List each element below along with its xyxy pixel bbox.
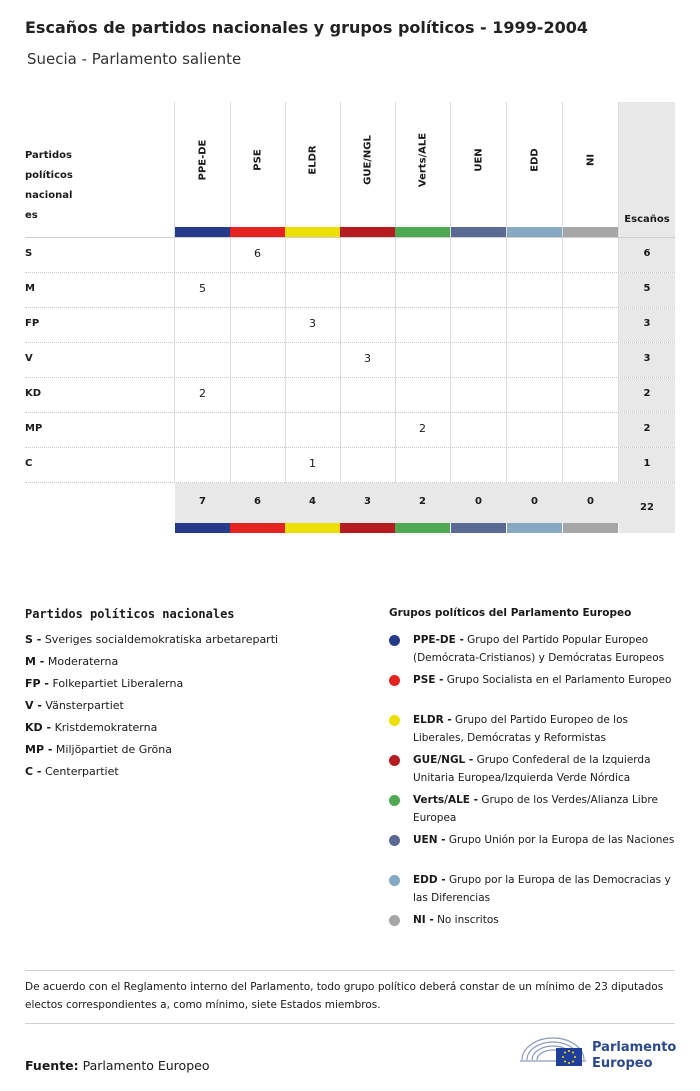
national-party-item (25, 633, 278, 646)
page-subtitle: Suecia - Parlamento saliente (27, 50, 242, 68)
party-code: KD - (25, 721, 52, 734)
group-column-header (285, 100, 340, 228)
group-color-bar (175, 227, 230, 237)
source-value: Parlamento Europeo (82, 1058, 210, 1073)
group-column-header (507, 100, 562, 228)
row-separator (25, 307, 675, 308)
group-column-header (175, 100, 230, 228)
group-code: NI (585, 153, 596, 167)
row-separator (25, 377, 675, 378)
seat-count: 2 (199, 387, 206, 400)
group-code: EDD - (413, 874, 446, 886)
seat-count: 1 (309, 457, 316, 470)
party-code: V - (25, 699, 42, 712)
group-total: 4 (309, 496, 316, 507)
group-description (413, 631, 679, 667)
group-total: 0 (587, 496, 594, 507)
group-column-header (340, 100, 395, 228)
seat-count: 5 (199, 282, 206, 295)
group-total: 0 (531, 496, 538, 507)
group-name: Grupo de los Verdes/Alianza Libre Europea (413, 794, 658, 824)
row-total: 3 (643, 353, 651, 364)
party-name: Kristdemokraterna (54, 721, 158, 734)
parliament-hemicycle-icon (518, 1030, 588, 1070)
party-code: MP - (25, 743, 53, 756)
party-code: M - (25, 655, 45, 668)
group-column-header (230, 100, 285, 228)
row-header-line: es (25, 210, 38, 221)
party-code: V (25, 353, 33, 364)
party-name: Moderaterna (47, 655, 119, 668)
group-color-bar (507, 523, 562, 533)
group-color-dot (389, 915, 400, 926)
european-parliament-logo (518, 1030, 678, 1074)
group-color-bar (563, 227, 618, 237)
group-name: Grupo Socialista en el Parlamento Europeo (446, 674, 672, 686)
group-description (413, 831, 679, 849)
party-code: MP (25, 423, 43, 434)
total-column-header: Escaños (624, 214, 670, 225)
national-party-item (25, 699, 124, 712)
group-color-dot (389, 795, 400, 806)
group-name: Grupo del Partido Europeo de los Liberales, Demócratas y Reformistas (413, 714, 628, 744)
row-total: 6 (643, 248, 651, 259)
group-name: Grupo del Partido Popular Europeo (Demócrata-Cristianos) y Demócratas Europeos (413, 634, 665, 664)
group-code: EDD (529, 148, 540, 172)
group-description (413, 671, 679, 689)
group-code: Verts/ALE (417, 132, 428, 188)
group-total: 6 (254, 496, 261, 507)
row-header-line: políticos (25, 170, 73, 181)
source (25, 1058, 209, 1073)
group-color-bar (285, 523, 340, 533)
group-description (413, 751, 679, 787)
group-code: PPE-DE (197, 139, 208, 181)
group-description (413, 791, 679, 827)
group-description (413, 711, 679, 747)
party-code: KD (25, 388, 42, 399)
party-name: Miljöpartiet de Gröna (55, 743, 172, 756)
group-color-dot (389, 875, 400, 886)
grand-total: 22 (619, 483, 675, 533)
group-description (413, 911, 679, 929)
logo-text (592, 1040, 676, 1072)
group-code: ELDR - (413, 714, 452, 726)
group-color-dot (389, 635, 400, 646)
party-name: Vänsterpartiet (45, 699, 124, 712)
group-color-bar (451, 523, 506, 533)
group-color-bar (340, 227, 395, 237)
group-color-dot (389, 755, 400, 766)
row-header-line: nacional (25, 190, 73, 201)
party-name: Centerpartiet (44, 765, 119, 778)
group-name: Grupo Unión por la Europa de las Naciones (448, 834, 675, 846)
group-color-bar (395, 227, 450, 237)
party-code: M (25, 283, 35, 294)
row-total: 5 (643, 283, 651, 294)
party-code: C (25, 458, 33, 469)
national-party-item (25, 655, 118, 668)
party-name: Sveriges socialdemokratiska arbetareparti (44, 633, 279, 646)
national-party-item (25, 743, 172, 756)
group-color-bar (285, 227, 340, 237)
logo-line-1: Parlamento (592, 1040, 677, 1055)
row-total: 1 (643, 458, 651, 469)
row-header-label (25, 146, 97, 226)
header-separator (25, 237, 675, 238)
row-total: 2 (643, 388, 651, 399)
group-name: Grupo Confederal de la Izquierda Unitaria Europea/Izquierda Verde Nórdica (413, 754, 651, 784)
group-description (413, 871, 679, 907)
seat-count: 2 (419, 422, 426, 435)
group-color-bar (563, 523, 618, 533)
group-color-dot (389, 835, 400, 846)
group-code: PSE - (413, 674, 444, 686)
group-code: PPE-DE - (413, 634, 464, 646)
row-separator (25, 412, 675, 413)
divider (25, 1023, 675, 1024)
row-header-line: Partidos (25, 150, 72, 161)
group-name: No inscritos (437, 914, 499, 926)
national-party-item (25, 721, 157, 734)
group-total: 2 (419, 496, 426, 507)
seat-count: 6 (254, 247, 261, 260)
party-code: C - (25, 765, 42, 778)
group-color-bar (395, 523, 450, 533)
group-color-bar (507, 227, 562, 237)
logo-line-2: Europeo (592, 1056, 653, 1071)
seat-count: 3 (309, 317, 316, 330)
group-column-header (563, 100, 618, 228)
divider (25, 970, 675, 971)
row-separator (25, 447, 675, 448)
party-code: FP - (25, 677, 49, 690)
group-color-bar (230, 523, 285, 533)
group-total: 3 (364, 496, 371, 507)
group-color-dot (389, 675, 400, 686)
group-code: UEN - (413, 834, 446, 846)
group-column-header (395, 100, 450, 228)
page-title: Escaños de partidos nacionales y grupos políticos - 1999-2004 (25, 18, 588, 37)
group-code: GUE/NGL (362, 135, 373, 185)
group-code: ELDR (307, 145, 318, 175)
group-code: UEN (473, 148, 484, 172)
group-name: Grupo por la Europa de las Democracias y las Diferencias (413, 874, 671, 904)
group-code: NI - (413, 914, 434, 926)
party-code: FP (25, 318, 40, 329)
row-separator (25, 342, 675, 343)
group-code: GUE/NGL - (413, 754, 474, 766)
row-total: 2 (643, 423, 651, 434)
group-column-header (451, 100, 506, 228)
party-name: Folkepartiet Liberalerna (52, 677, 184, 690)
row-separator (25, 272, 675, 273)
group-color-bar (230, 227, 285, 237)
national-parties-legend-title: Partidos políticos nacionales (25, 607, 235, 621)
group-color-bar (175, 523, 230, 533)
national-party-item (25, 765, 119, 778)
source-label: Fuente: (25, 1058, 79, 1073)
group-code: PSE (252, 149, 263, 171)
seat-count: 3 (364, 352, 371, 365)
group-color-bar (340, 523, 395, 533)
row-total: 3 (643, 318, 651, 329)
group-code: Verts/ALE - (413, 794, 478, 806)
footnote: De acuerdo con el Reglamento interno del Parlamento, todo grupo político deberá constar de un mínimo de 23 diputados electos correspondientes a, como mínimo, siete Estados miembros. (25, 981, 664, 1011)
national-party-item (25, 677, 183, 690)
group-color-dot (389, 715, 400, 726)
group-total: 7 (199, 496, 206, 507)
group-color-bar (451, 227, 506, 237)
party-code: S (25, 248, 33, 259)
party-code: S - (25, 633, 42, 646)
group-total: 0 (475, 496, 482, 507)
political-groups-legend-title: Grupos políticos del Parlamento Europeo (389, 607, 632, 619)
